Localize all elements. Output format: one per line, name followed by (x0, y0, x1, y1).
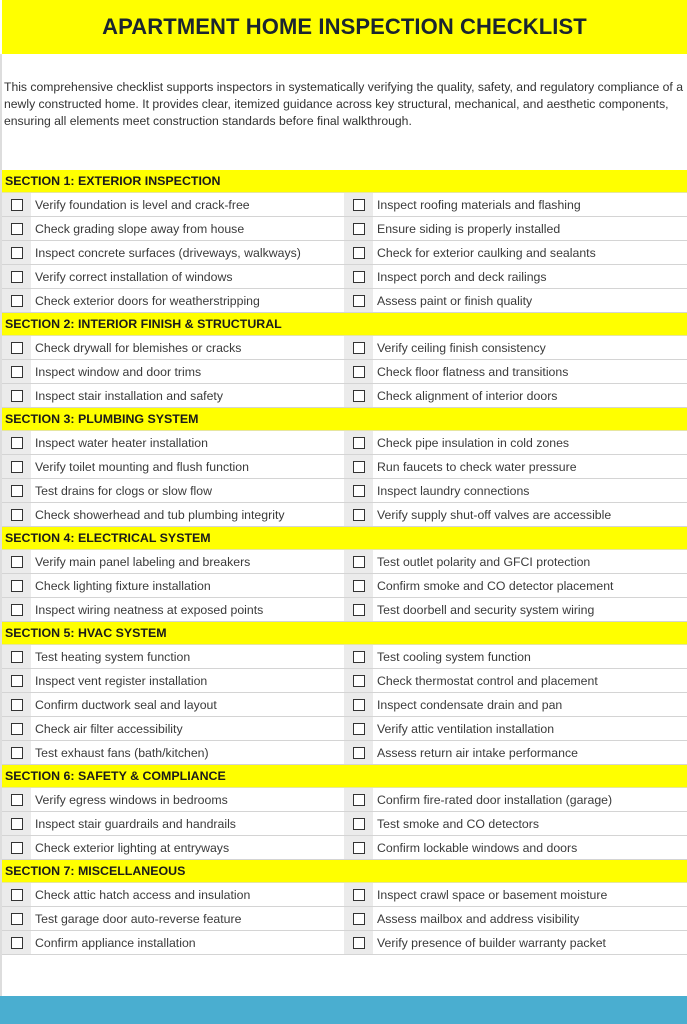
checklist-row (2, 431, 687, 455)
checkbox-column (2, 336, 31, 359)
checklist-item-label: Confirm lockable windows and doors (377, 840, 578, 855)
checklist-item-label: Inspect vent register installation (35, 673, 208, 688)
section-header: SECTION 2: INTERIOR FINISH & STRUCTURAL (2, 313, 687, 336)
checkbox-column (2, 241, 31, 264)
checkbox-icon[interactable] (11, 842, 23, 854)
checkbox-column (2, 717, 31, 740)
checklist-item-label: Check showerhead and tub plumbing integrity (35, 507, 285, 522)
checkbox-column (344, 741, 373, 764)
checklist-item-label: Assess paint or finish quality (377, 293, 533, 308)
checkbox-column (2, 503, 31, 526)
checklist-item[interactable] (344, 360, 687, 383)
checklist-row (2, 836, 687, 860)
checklist-item[interactable] (344, 265, 687, 288)
checklist-item[interactable] (2, 574, 344, 597)
checklist-item[interactable] (2, 598, 344, 621)
checklist-item[interactable] (344, 883, 687, 906)
checkbox-column (2, 883, 31, 906)
checklist-item-label: Test heating system function (35, 649, 191, 664)
checkbox-column (344, 550, 373, 573)
checkbox-icon[interactable] (353, 485, 365, 497)
checklist-item-label: Confirm fire-rated door installation (garage) (377, 792, 613, 807)
checkbox-column (2, 645, 31, 668)
checkbox-column (344, 336, 373, 359)
checklist-row (2, 931, 687, 955)
checkbox-icon[interactable] (11, 580, 23, 592)
checklist-item[interactable] (2, 503, 344, 526)
checkbox-column (344, 241, 373, 264)
checklist-item[interactable] (2, 717, 344, 740)
checkbox-icon[interactable] (11, 913, 23, 925)
checkbox-icon[interactable] (353, 699, 365, 711)
section-header: SECTION 7: MISCELLANEOUS (2, 860, 687, 883)
checkbox-icon[interactable] (353, 509, 365, 521)
checkbox-column (2, 741, 31, 764)
checkbox-column (344, 431, 373, 454)
checklist-item[interactable] (2, 455, 344, 478)
page-title: APARTMENT HOME INSPECTION CHECKLIST (102, 14, 587, 39)
checklist-row (2, 693, 687, 717)
checkbox-icon[interactable] (353, 913, 365, 925)
checklist-item[interactable] (2, 479, 344, 502)
checklist-row (2, 217, 687, 241)
checkbox-icon[interactable] (353, 437, 365, 449)
checklist-item[interactable] (344, 479, 687, 502)
checkbox-column (344, 598, 373, 621)
checklist-row (2, 669, 687, 693)
checkbox-icon[interactable] (353, 842, 365, 854)
checkbox-icon[interactable] (353, 818, 365, 830)
checklist-row (2, 289, 687, 313)
checklist-item-label: Test garage door auto-reverse feature (35, 911, 242, 926)
checkbox-column (344, 479, 373, 502)
checkbox-icon[interactable] (11, 699, 23, 711)
checkbox-icon[interactable] (353, 675, 365, 687)
checklist-item-label: Inspect laundry connections (377, 483, 530, 498)
checklist-item[interactable] (344, 741, 687, 764)
checklist-item-label: Assess mailbox and address visibility (377, 911, 580, 926)
checklist-item[interactable] (2, 669, 344, 692)
checkbox-icon[interactable] (11, 390, 23, 402)
checklist-item[interactable] (344, 931, 687, 954)
checkbox-column (344, 907, 373, 930)
checkbox-icon[interactable] (11, 223, 23, 235)
checkbox-icon[interactable] (353, 556, 365, 568)
checklist-item[interactable] (344, 241, 687, 264)
checkbox-icon[interactable] (11, 556, 23, 568)
checkbox-column (344, 384, 373, 407)
checklist-item-label: Check alignment of interior doors (377, 388, 558, 403)
checkbox-icon[interactable] (11, 889, 23, 901)
checkbox-icon[interactable] (353, 651, 365, 663)
checkbox-column (344, 812, 373, 835)
checkbox-icon[interactable] (353, 390, 365, 402)
checkbox-column (344, 883, 373, 906)
checklist-item-label: Verify ceiling finish consistency (377, 340, 546, 355)
checklist-item[interactable] (2, 812, 344, 835)
checklist-item[interactable] (2, 788, 344, 811)
checklist-item-label: Check exterior doors for weatherstripping (35, 293, 260, 308)
checklist-item-label: Test smoke and CO detectors (377, 816, 539, 831)
checkbox-icon[interactable] (11, 651, 23, 663)
checklist-row (2, 788, 687, 812)
checkbox-column (344, 693, 373, 716)
checklist-row (2, 265, 687, 289)
checklist-row (2, 598, 687, 622)
checkbox-column (344, 193, 373, 216)
checklist-item-label: Verify attic ventilation installation (377, 721, 555, 736)
checklist-item[interactable] (2, 360, 344, 383)
checkbox-column (2, 479, 31, 502)
checklist-item[interactable] (2, 265, 344, 288)
checklist-item[interactable] (344, 598, 687, 621)
checkbox-column (344, 574, 373, 597)
checklist-item[interactable] (2, 431, 344, 454)
checkbox-icon[interactable] (11, 509, 23, 521)
checkbox-column (2, 931, 31, 954)
checkbox-icon[interactable] (11, 295, 23, 307)
checklist-item[interactable] (2, 836, 344, 859)
checklist-item[interactable] (344, 455, 687, 478)
checklist-item-label: Assess return air intake performance (377, 745, 578, 760)
checkbox-column (344, 931, 373, 954)
checklist-item-label: Inspect stair installation and safety (35, 388, 223, 403)
checklist-item[interactable] (344, 717, 687, 740)
checkbox-column (2, 384, 31, 407)
checklist-item[interactable] (344, 645, 687, 668)
checklist-row (2, 645, 687, 669)
checkbox-column (2, 217, 31, 240)
checkbox-column (2, 431, 31, 454)
checkbox-icon[interactable] (353, 580, 365, 592)
checklist-item-label: Ensure siding is properly installed (377, 221, 561, 236)
checklist-row (2, 241, 687, 265)
checklist-row (2, 455, 687, 479)
checkbox-column (2, 598, 31, 621)
checkbox-column (2, 788, 31, 811)
checklist-item[interactable] (2, 645, 344, 668)
checkbox-icon[interactable] (11, 199, 23, 211)
checklist-item-label: Check pipe insulation in cold zones (377, 435, 570, 450)
checkbox-column (2, 693, 31, 716)
checkbox-icon[interactable] (11, 247, 23, 259)
checklist-item[interactable] (344, 693, 687, 716)
checklist-item-label: Test doorbell and security system wiring (377, 602, 595, 617)
checklist-item[interactable] (2, 741, 344, 764)
checklist-item-label: Test drains for clogs or slow flow (35, 483, 213, 498)
checklist-row (2, 479, 687, 503)
checklist-item-label: Inspect stair guardrails and handrails (35, 816, 236, 831)
checkbox-icon[interactable] (11, 723, 23, 735)
checkbox-column (2, 574, 31, 597)
checkbox-icon[interactable] (11, 818, 23, 830)
checklist-item[interactable] (2, 217, 344, 240)
checklist-item[interactable] (344, 907, 687, 930)
checklist-item[interactable] (344, 336, 687, 359)
checkbox-icon[interactable] (353, 247, 365, 259)
checklist-row (2, 812, 687, 836)
checklist-item[interactable] (344, 431, 687, 454)
checkbox-column (2, 289, 31, 312)
checklist-item[interactable] (344, 669, 687, 692)
checkbox-icon[interactable] (11, 794, 23, 806)
section-header: SECTION 3: PLUMBING SYSTEM (2, 408, 687, 431)
checkbox-icon[interactable] (353, 794, 365, 806)
checkbox-icon[interactable] (353, 889, 365, 901)
checklist-item-label: Check air filter accessibility (35, 721, 183, 736)
checklist-item[interactable] (2, 289, 344, 312)
checkbox-icon[interactable] (11, 485, 23, 497)
checklist-item[interactable] (2, 550, 344, 573)
checklist-item-label: Confirm ductwork seal and layout (35, 697, 217, 712)
checklist-item[interactable] (2, 384, 344, 407)
checklist-item[interactable] (344, 550, 687, 573)
section-header: SECTION 6: SAFETY & COMPLIANCE (2, 765, 687, 788)
checkbox-column (344, 217, 373, 240)
checklist-row (2, 193, 687, 217)
checkbox-icon[interactable] (11, 937, 23, 949)
checkbox-icon[interactable] (353, 295, 365, 307)
checklist-item-label: Check drywall for blemishes or cracks (35, 340, 242, 355)
checkbox-column (2, 812, 31, 835)
checklist-item-label: Check thermostat control and placement (377, 673, 598, 688)
checkbox-icon[interactable] (353, 223, 365, 235)
checklist-item[interactable] (344, 836, 687, 859)
checkbox-column (344, 265, 373, 288)
checklist-item[interactable] (344, 812, 687, 835)
checklist-item[interactable] (2, 241, 344, 264)
checkbox-column (344, 645, 373, 668)
checklist-row (2, 883, 687, 907)
checklist-item-label: Verify correct installation of windows (35, 269, 233, 284)
checklist-item-label: Check for exterior caulking and sealants (377, 245, 596, 260)
checkbox-icon[interactable] (11, 342, 23, 354)
checklist-item-label: Verify foundation is level and crack-free (35, 197, 250, 212)
checklist-item[interactable] (2, 883, 344, 906)
checkbox-icon[interactable] (353, 366, 365, 378)
checklist-item[interactable] (344, 289, 687, 312)
checklist-item-label: Run faucets to check water pressure (377, 459, 577, 474)
checkbox-icon[interactable] (353, 747, 365, 759)
checklist-item[interactable] (2, 336, 344, 359)
checklist-row (2, 384, 687, 408)
checkbox-icon[interactable] (11, 271, 23, 283)
checklist-row (2, 741, 687, 765)
checkbox-icon[interactable] (11, 675, 23, 687)
checkbox-icon[interactable] (353, 604, 365, 616)
checklist-item-label: Verify supply shut-off valves are accessible (377, 507, 612, 522)
checkbox-icon[interactable] (11, 366, 23, 378)
checkbox-column (344, 788, 373, 811)
checkbox-column (2, 669, 31, 692)
checklist-item[interactable] (2, 693, 344, 716)
checkbox-icon[interactable] (353, 723, 365, 735)
checkbox-column (344, 360, 373, 383)
checklist-item-label: Confirm smoke and CO detector placement (377, 578, 614, 593)
checklist-item-label: Check lighting fixture installation (35, 578, 211, 593)
checkbox-icon[interactable] (353, 461, 365, 473)
checklist-item-label: Check grading slope away from house (35, 221, 245, 236)
checkbox-icon[interactable] (353, 271, 365, 283)
footer-bar (0, 996, 687, 1024)
checklist-item-label: Inspect roofing materials and flashing (377, 197, 581, 212)
checklist-item-label: Inspect crawl space or basement moisture (377, 887, 608, 902)
checkbox-icon[interactable] (11, 437, 23, 449)
checklist-item-label: Inspect condensate drain and pan (377, 697, 563, 712)
checkbox-column (344, 503, 373, 526)
checkbox-column (2, 193, 31, 216)
checklist-item[interactable] (344, 503, 687, 526)
checklist-row (2, 550, 687, 574)
checkbox-column (2, 907, 31, 930)
checkbox-column (2, 265, 31, 288)
checklist-item[interactable] (2, 907, 344, 930)
checklist-item-label: Inspect water heater installation (35, 435, 208, 450)
checkbox-icon[interactable] (353, 342, 365, 354)
checklist-item-label: Check floor flatness and transitions (377, 364, 569, 379)
checklist-row (2, 574, 687, 598)
checklist-item[interactable] (344, 788, 687, 811)
checkbox-icon[interactable] (353, 199, 365, 211)
checklist-item[interactable] (344, 574, 687, 597)
checklist-row (2, 717, 687, 741)
checklist-item[interactable] (2, 931, 344, 954)
checklist-item[interactable] (344, 193, 687, 216)
section-header: SECTION 4: ELECTRICAL SYSTEM (2, 527, 687, 550)
checklist-item-label: Inspect porch and deck railings (377, 269, 547, 284)
section-header: SECTION 5: HVAC SYSTEM (2, 622, 687, 645)
checklist-item-label: Inspect window and door trims (35, 364, 202, 379)
checklist-row (2, 336, 687, 360)
title-banner (2, 0, 687, 54)
checklist-item-label: Inspect concrete surfaces (driveways, walkways) (35, 245, 301, 260)
checklist-item-label: Test cooling system function (377, 649, 531, 664)
checkbox-icon[interactable] (353, 937, 365, 949)
checklist-item-label: Verify presence of builder warranty packet (377, 935, 606, 950)
checkbox-column (344, 455, 373, 478)
checklist-item-label: Check attic hatch access and insulation (35, 887, 251, 902)
checklist-sheet (2, 170, 687, 955)
checklist-item[interactable] (344, 384, 687, 407)
intro-paragraph: This comprehensive checklist supports inspectors in systematically verifying the quality, safety, and regulatory compliance of a newly constructed home. It provides clear, itemized guidance across key structural, mechanical, and aesthetic components, ensuring all elements meet construction standards before final walkthrough. (4, 80, 683, 128)
checklist-item-label: Verify egress windows in bedrooms (35, 792, 228, 807)
checkbox-column (2, 836, 31, 859)
checklist-item-label: Verify toilet mounting and flush function (35, 459, 249, 474)
checklist-item-label: Confirm appliance installation (35, 935, 196, 950)
checklist-row (2, 907, 687, 931)
checkbox-column (344, 836, 373, 859)
checkbox-column (2, 455, 31, 478)
checkbox-column (344, 289, 373, 312)
checklist-row (2, 360, 687, 384)
checkbox-column (2, 360, 31, 383)
checkbox-icon[interactable] (11, 461, 23, 473)
checklist-item-label: Check exterior lighting at entryways (35, 840, 230, 855)
checkbox-icon[interactable] (11, 604, 23, 616)
checkbox-column (2, 550, 31, 573)
checkbox-column (344, 669, 373, 692)
checklist-row (2, 503, 687, 527)
checkbox-icon[interactable] (11, 747, 23, 759)
checklist-item[interactable] (344, 217, 687, 240)
checklist-item[interactable] (2, 193, 344, 216)
checklist-item-label: Inspect wiring neatness at exposed points (35, 602, 264, 617)
section-header: SECTION 1: EXTERIOR INSPECTION (2, 170, 687, 193)
checklist-item-label: Test outlet polarity and GFCI protection (377, 554, 591, 569)
checklist-item-label: Test exhaust fans (bath/kitchen) (35, 745, 209, 760)
checklist-item-label: Verify main panel labeling and breakers (35, 554, 251, 569)
checkbox-column (344, 717, 373, 740)
